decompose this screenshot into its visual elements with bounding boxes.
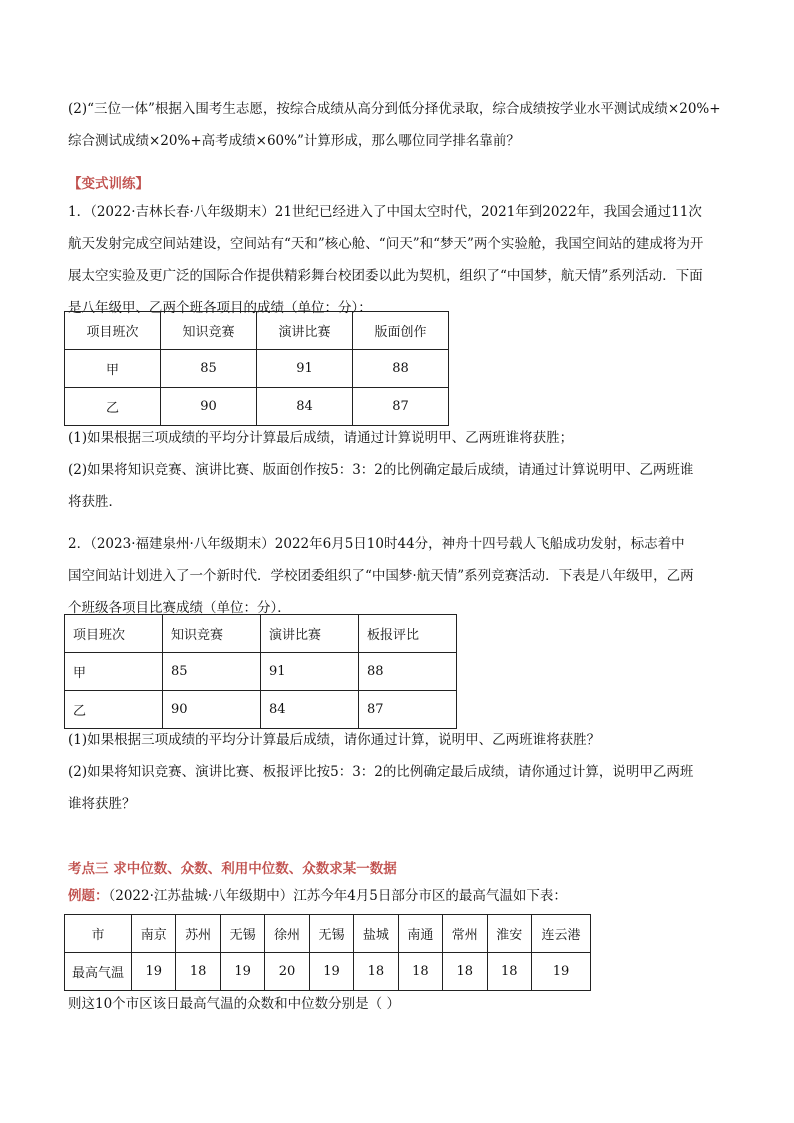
- table-cell: 连云港: [532, 915, 591, 953]
- q1-sub-1: (1)如果根据三项成绩的平均分计算最后成绩，请通过计算说明甲、乙两班谁将获胜；: [68, 430, 574, 446]
- table-header-row: [65, 312, 449, 350]
- table-header-cell: 知识竞赛: [161, 312, 257, 350]
- q1-line-4: 是八年级甲、乙两个班各项目的成绩（单位：分）：: [68, 300, 372, 316]
- table-cell: 徐州: [265, 915, 309, 953]
- q2-sub-1: (1)如果根据三项成绩的平均分计算最后成绩，请你通过计算，说明甲、乙两班谁将获胜？: [68, 732, 601, 748]
- kaodian-title: 考点三 求中位数、众数、利用中位数、众数求某一数据: [68, 861, 397, 877]
- q2-line-1: 2．（2023·福建泉州·八年级期末）2022年6月5日10时44分，神舟十四号载人飞船成功发射，标志着中: [68, 536, 685, 552]
- table-cell: 常州: [443, 915, 487, 953]
- table-cell: 甲: [65, 350, 161, 388]
- question-2-stem: [68, 528, 730, 624]
- q2-score-table: [64, 614, 457, 729]
- table-cell: 甲: [65, 653, 163, 691]
- table-cell: 20: [265, 953, 309, 991]
- q1-line-2: 航天发射完成空间站建设，空间站有“天和”核心舱、“问天”和“梦天”两个实验舱，我国空间站的建成将为开: [68, 236, 704, 252]
- q2-sub-2a: (2)如果将知识竞赛、演讲比赛、板报评比按5：3：2的比例确定最后成绩，请你通过计算，说明甲乙两班: [68, 764, 694, 780]
- q2-line-3: 个班级各项目比赛成绩（单位：分）．: [68, 600, 291, 616]
- table-cell: 19: [532, 953, 591, 991]
- table-cell: 84: [257, 388, 353, 426]
- q1-line-3: 展太空实验及更广泛的国际合作提供精彩舞台校团委以此为契机，组织了“中国梦，航天情”系列活动．下面: [68, 268, 703, 284]
- table-cell: 18: [354, 953, 398, 991]
- table-header-cell: 项目班次: [65, 615, 163, 653]
- table-cell: 市: [65, 915, 132, 953]
- table-row: [65, 691, 457, 729]
- intro-line-2: 综合测试成绩×20%+高考成绩×60%”计算形成，那么哪位同学排名靠前？: [68, 133, 520, 149]
- table-row: [65, 350, 449, 388]
- table-cell: 19: [220, 953, 264, 991]
- table-cell: 南京: [132, 915, 176, 953]
- table-cell: 18: [443, 953, 487, 991]
- table-cell: 最高气温: [65, 953, 132, 991]
- table-cell: 乙: [65, 388, 161, 426]
- table-cell: 90: [163, 691, 261, 729]
- q1-sub-2a: (2)如果将知识竞赛、演讲比赛、版面创作按5：3：2的比例确定最后成绩，请通过计算说明甲、乙两班谁: [68, 462, 694, 478]
- table-header-cell: 板报评比: [359, 615, 457, 653]
- table-row: [65, 388, 449, 426]
- table-cell: 91: [257, 350, 353, 388]
- intro-block: [68, 93, 730, 157]
- question-1-stem: [68, 196, 730, 324]
- table-cell: 18: [398, 953, 442, 991]
- table-row: [65, 915, 591, 953]
- table-cell: 85: [163, 653, 261, 691]
- question-1-subquestions: [68, 422, 730, 518]
- q1-line-1: 1．（2022·吉林长春·八年级期末）21世纪已经进入了中国太空时代，2021年到2022年，我国会通过11次: [68, 204, 702, 220]
- table-header-cell: 演讲比赛: [257, 312, 353, 350]
- table-cell: 85: [161, 350, 257, 388]
- q1-sub-2b: 将获胜．: [68, 494, 122, 510]
- table-cell: 盐城: [354, 915, 398, 953]
- table-cell: 南通: [398, 915, 442, 953]
- table-cell: 淮安: [487, 915, 532, 953]
- table-header-cell: 知识竞赛: [163, 615, 261, 653]
- table-cell: 乙: [65, 691, 163, 729]
- table-header-cell: 项目班次: [65, 312, 161, 350]
- table-cell: 88: [359, 653, 457, 691]
- table-cell: 87: [353, 388, 449, 426]
- table-cell: 87: [359, 691, 457, 729]
- table-cell: 84: [261, 691, 359, 729]
- q2-sub-2b: 谁将获胜？: [68, 796, 136, 812]
- table-cell: 19: [309, 953, 353, 991]
- table-header-row: [65, 615, 457, 653]
- table-cell: 无锡: [220, 915, 264, 953]
- question-2-subquestions: [68, 724, 730, 820]
- table-cell: 88: [353, 350, 449, 388]
- table-cell: 19: [132, 953, 176, 991]
- q1-score-table: [64, 311, 449, 426]
- table-cell: 90: [161, 388, 257, 426]
- temperature-table: [64, 914, 591, 991]
- example-line: [68, 880, 730, 912]
- table-cell: 苏州: [176, 915, 220, 953]
- table-cell: 无锡: [309, 915, 353, 953]
- example-question: [68, 988, 730, 1020]
- table-row: [65, 953, 591, 991]
- table-header-cell: 版面创作: [353, 312, 449, 350]
- table-cell: 18: [176, 953, 220, 991]
- table-cell: 91: [261, 653, 359, 691]
- q2-line-2: 国空间站计划进入了一个新时代．学校团委组织了“中国梦·航天情”系列竞赛活动．下表是八年级甲，乙两: [68, 568, 694, 584]
- table-row: [65, 653, 457, 691]
- example-question-text: 则这10个市区该日最高气温的众数和中位数分别是（ ）: [68, 996, 400, 1012]
- table-header-cell: 演讲比赛: [261, 615, 359, 653]
- section-tag-label: 【变式训练】: [68, 176, 149, 192]
- table-cell: 18: [487, 953, 532, 991]
- intro-line-1: (2)“三位一体”根据入围考生志愿，按综合成绩从高分到低分择优录取，综合成绩按学业水平测试成绩×20%+: [68, 101, 721, 117]
- example-label: 例题：: [68, 888, 109, 904]
- example-text: （2022·江苏盐城·八年级期中）江苏今年4月5日部分市区的最高气温如下表：: [108, 888, 567, 904]
